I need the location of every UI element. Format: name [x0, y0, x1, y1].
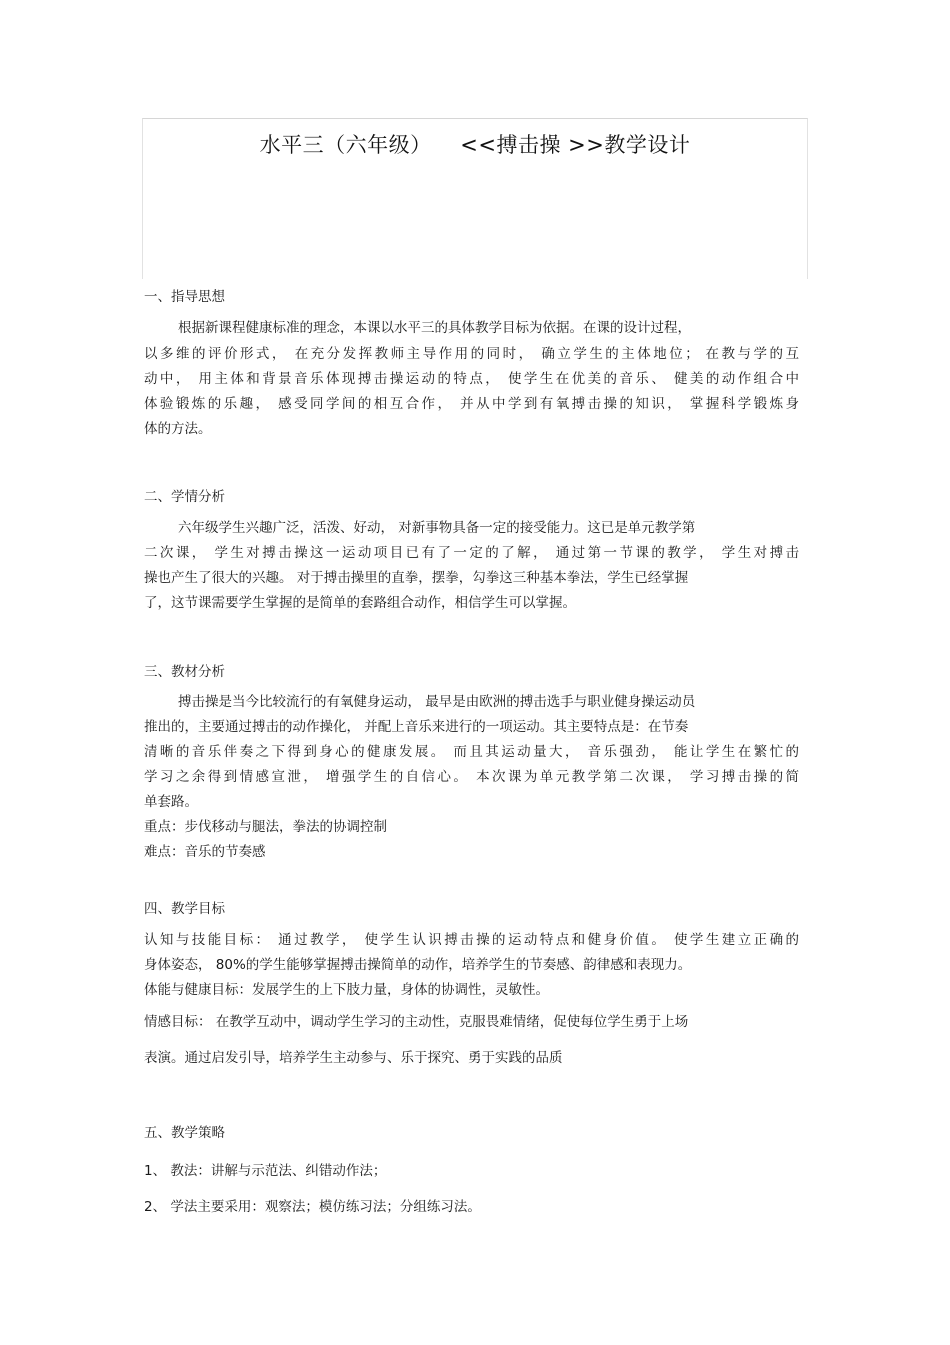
paragraph-line: 学习之余得到情感宣泄， 增强学生的自信心。 本次课为单元教学第二次课， 学习搏击操的简 — [144, 769, 799, 785]
paragraph-line: 单套路。 — [144, 794, 198, 810]
paragraph-line: 以多维的评价形式， 在充分发挥教师主导作用的同时， 确立学生的主体地位； 在教与学的互 — [144, 346, 799, 362]
list-item: 2、 学法主要采用：观察法；模仿练习法；分组练习法。 — [144, 1199, 481, 1215]
paragraph-line: 动中， 用主体和背景音乐体现搏击操运动的特点， 使学生在优美的音乐、 健美的动作组合中 — [144, 371, 799, 387]
paragraph-line: 体的方法。 — [144, 421, 212, 437]
section-heading: 五、教学策略 — [144, 1125, 225, 1141]
paragraph-line: 了，这节课需要学生掌握的是简单的套路组合动作，相信学生可以掌握。 — [144, 595, 576, 611]
key-point-line: 重点：步伐移动与腿法，拳法的协调控制 — [144, 819, 387, 835]
difficulty-line: 难点：音乐的节奏感 — [144, 844, 266, 860]
section-heading: 四、教学目标 — [144, 901, 225, 917]
paragraph-line: 情感目标： 在教学互动中，调动学生学习的主动性，克服畏难情绪，促使每位学生勇于上场 — [144, 1014, 689, 1030]
list-item: 1、 教法：讲解与示范法、纠错动作法； — [144, 1163, 387, 1179]
paragraph-line: 二次课， 学生对搏击操这一运动项目已有了一定的了解， 通过第一节课的教学， 学生对搏击 — [144, 545, 799, 561]
paragraph-line: 体能与健康目标：发展学生的上下肢力量，身体的协调性，灵敏性。 — [144, 982, 549, 998]
paragraph-line: 身体姿态， 80%的学生能够掌握搏击操简单的动作，培养学生的节奏感、韵律感和表现力。 — [144, 957, 692, 973]
paragraph-line: 根据新课程健康标准的理念，本课以水平三的具体教学目标为依据。在课的设计过程， — [178, 320, 691, 336]
paragraph-line: 操也产生了很大的兴趣。 对于搏击操里的直拳，摆拳，勾拳这三种基本拳法，学生已经掌握 — [144, 570, 689, 586]
paragraph-line: 六年级学生兴趣广泛，活泼、好动， 对新事物具备一定的接受能力。这已是单元教学第 — [178, 520, 696, 536]
paragraph-line: 清晰的音乐伴奏之下得到身心的健康发展。 而且其运动量大， 音乐强劲， 能让学生在繁忙的 — [144, 744, 799, 760]
title-box — [142, 118, 808, 279]
page-title: 水平三（六年级） <<搏击操 >>教学设计 — [259, 133, 691, 157]
section-heading: 二、学情分析 — [144, 489, 225, 505]
paragraph-line: 认知与技能目标： 通过教学， 使学生认识搏击操的运动特点和健身价值。 使学生建立正确的 — [144, 932, 799, 948]
paragraph-line: 表演。通过启发引导，培养学生主动参与、乐于探究、勇于实践的品质 — [144, 1050, 563, 1066]
paragraph-line: 搏击操是当今比较流行的有氧健身运动， 最早是由欧洲的搏击选手与职业健身操运动员 — [178, 694, 696, 710]
paragraph-line: 体验锻炼的乐趣， 感受同学间的相互合作， 并从中学到有氧搏击操的知识， 掌握科学锻炼身 — [144, 396, 799, 412]
section-heading: 一、指导思想 — [144, 289, 225, 305]
paragraph-line: 推出的，主要通过搏击的动作操化， 并配上音乐来进行的一项运动。其主要特点是：在节奏 — [144, 719, 689, 735]
section-heading: 三、教材分析 — [144, 664, 225, 680]
